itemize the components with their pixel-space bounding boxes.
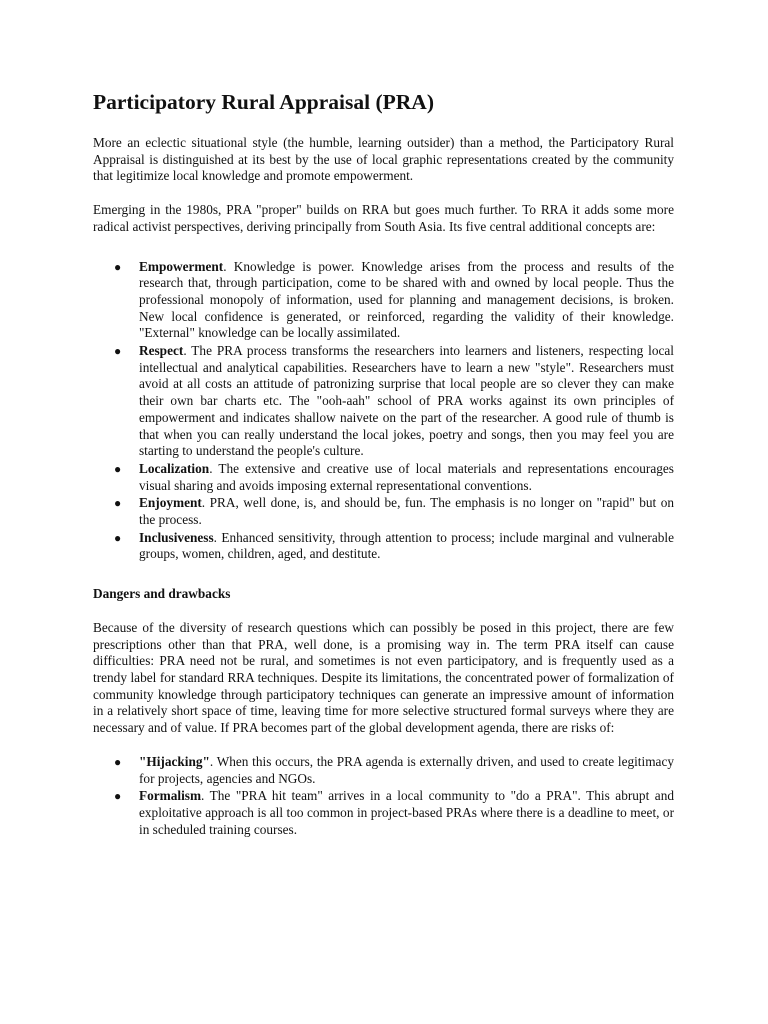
risk-text: . The "PRA hit team" arrives in a local community to "do a PRA". This abrupt and exploitative approach is all too common in project-based PRAs where there is a deadline to meet, or in scheduled training courses. xyxy=(139,788,674,837)
concept-text: . PRA, well done, is, and should be, fun. The emphasis is no longer on "rapid" but on the process. xyxy=(139,495,674,528)
concept-text: . The extensive and creative use of local materials and representations encourages visual sharing and avoids imposing external representational conventions. xyxy=(139,460,674,493)
list-item-localization xyxy=(93,461,674,494)
bullet-icon: ● xyxy=(114,259,122,274)
bullet-icon: ● xyxy=(114,789,122,804)
section-heading: Dangers and drawbacks xyxy=(93,586,231,602)
bullet-icon: ● xyxy=(114,496,122,511)
bullet-icon: ● xyxy=(114,754,122,769)
section-paragraph: Because of the diversity of research questions which can possibly be posed in this project, there are few prescriptions other than that PRA, well done, is a promising way in. The term PRA itself can cause difficulties: PRA need not be rural, and sometimes is not even participatory, and is frequently used as a trendy label for standard RRA techniques. Despite its limitations, the concentrated power of formalization of community knowledge through participatory techniques can generate an impressive amount of information in a relatively short space of time, leaving time for more selective structured formal surveys where they are necessary and of value. If PRA becomes part of the global development agenda, there are risks of: xyxy=(93,619,674,736)
concept-text: . Enhanced sensitivity, through attention to process; include marginal and vulnerable groups, women, children, aged, and destitute. xyxy=(139,529,674,562)
concept-text: . Knowledge is power. Knowledge arises from the process and results of the research that, through participation, come to be shared with and owned by local people. Thus the professional monopoly of information, used for planning and management decisions, is broken. New local confidence is generated, or reinforced, regarding the validity of their knowledge. "External" knowledge can be locally assimilated. xyxy=(139,258,674,341)
concept-term: Localization xyxy=(139,460,210,476)
concepts-list xyxy=(93,259,674,564)
list-item-inclusiveness xyxy=(93,530,674,563)
bullet-icon: ● xyxy=(114,344,122,359)
concept-term: Inclusiveness xyxy=(139,529,214,545)
intro-paragraph-2: Emerging in the 1980s, PRA "proper" builds on RRA but goes much further. To RRA it adds some more radical activist perspectives, deriving principally from South Asia. Its five central additional concepts are: xyxy=(93,202,674,234)
list-item-enjoyment xyxy=(93,495,674,528)
intro-paragraph-1: More an eclectic situational style (the humble, learning outsider) than a method, the Participatory Rural Appraisal is distinguished at its best by the use of local graphic representations created by the community that legitimize local knowledge and promote empowerment. xyxy=(93,135,674,184)
concept-term: Respect xyxy=(139,343,184,359)
risk-term: "Hijacking" xyxy=(139,753,210,769)
list-item-respect xyxy=(93,343,674,460)
bullet-icon: ● xyxy=(114,461,122,476)
concept-text: . The PRA process transforms the researchers into learners and listeners, respecting local intellectual and analytical capabilities. Researchers have to learn a new "style". Researchers must avoid at all costs an attitude of patronizing surprise that local people are so clever they can make their own bar charts etc. The "ooh-aah" school of PRA works against its own principles of empowerment and indicates shallow naivete on the part of the researcher. A good rule of thumb is that when you can really understand the local jokes, poetry and songs, then you may feel you are starting to understand the people's culture. xyxy=(139,343,674,459)
list-item-formalism xyxy=(93,788,674,838)
page-title: Participatory Rural Appraisal (PRA) xyxy=(93,90,434,114)
list-item-hijacking xyxy=(93,754,674,787)
risk-text: . When this occurs, the PRA agenda is externally driven, and used to create legitimacy for projects, agencies and NGOs. xyxy=(139,753,674,786)
risk-term: Formalism xyxy=(139,788,202,804)
concept-term: Empowerment xyxy=(139,258,224,274)
list-item-empowerment xyxy=(93,259,674,343)
bullet-icon: ● xyxy=(114,530,122,545)
concept-term: Enjoyment xyxy=(139,495,202,511)
risks-list xyxy=(93,754,674,839)
